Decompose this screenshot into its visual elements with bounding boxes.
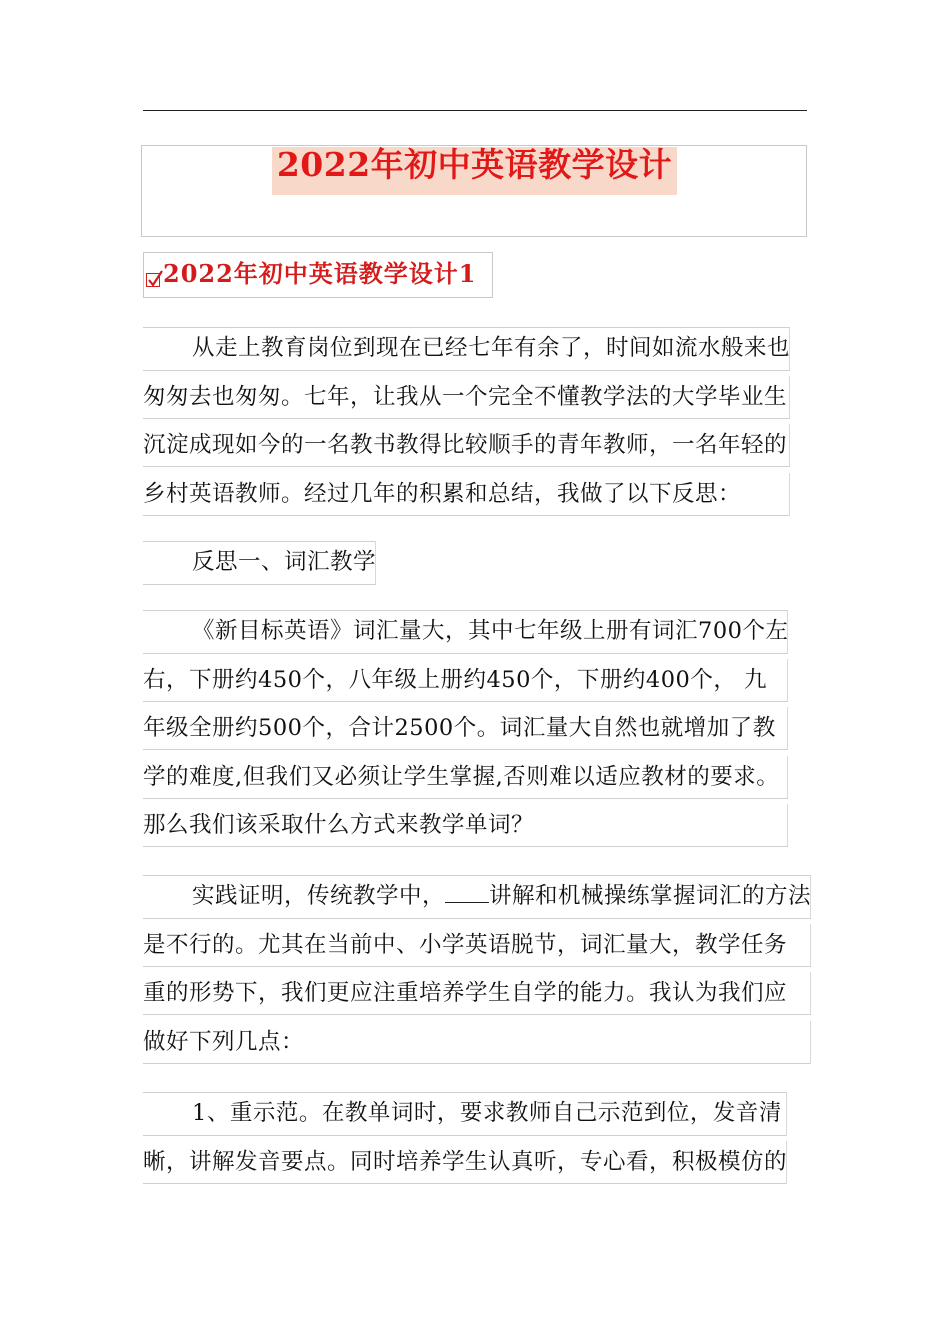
text-line: 从走上教育岗位到现在已经七年有余了，时间如流水般来也 — [143, 324, 790, 373]
section-heading: 2022年初中英语教学设计1 — [163, 259, 477, 288]
text-line: 实践证明，传统教学中， 讲解和机械操练掌握词汇的方法 — [143, 872, 811, 921]
text-line: 年级全册约500个，合计2500个。词汇量大自然也就增加了教 — [143, 704, 788, 753]
text-line: 《新目标英语》词汇量大，其中七年级上册有词汇700个左 — [143, 607, 788, 656]
text-line: 做好下列几点： — [143, 1018, 811, 1067]
text-line: 沉淀成现如今的一名教书教得比较顺手的青年教师，一名年轻的 — [143, 421, 790, 470]
text-line: 1、重示范。在教单词时，要求教师自己示范到位，发音清 — [143, 1089, 787, 1138]
text-line: 是不行的。尤其在当前中、小学英语脱节，词汇量大，教学任务 — [143, 921, 811, 970]
text-line: 那么我们该采取什么方式来教学单词？ — [143, 801, 788, 850]
page-title: 2022年初中英语教学设计 — [276, 145, 673, 184]
text-line: 晰，讲解发音要点。同时培养学生认真听，专心看，积极模仿的 — [143, 1138, 787, 1187]
checkbox-icon — [146, 273, 160, 287]
paragraph-1 — [143, 324, 790, 518]
paragraph-4 — [143, 872, 811, 1066]
paragraph-2-heading — [143, 538, 376, 587]
text-line: 重的形势下，我们更应注重培养学生自学的能力。我认为我们应 — [143, 969, 811, 1018]
fill-blank — [445, 882, 489, 903]
text-line: 右，下册约450个，八年级上册约450个，下册约400个， 九 — [143, 656, 788, 705]
paragraph-5 — [143, 1089, 787, 1186]
text-line: 反思一、词汇教学 — [143, 538, 376, 587]
text-line: 乡村英语教师。经过几年的积累和总结，我做了以下反思： — [143, 470, 790, 519]
header-rule — [143, 110, 807, 111]
text-line: 学的难度,但我们又必须让学生掌握,否则难以适应教材的要求。 — [143, 753, 788, 802]
paragraph-3 — [143, 607, 788, 850]
text-line: 匆匆去也匆匆。七年，让我从一个完全不懂教学法的大学毕业生 — [143, 373, 790, 422]
